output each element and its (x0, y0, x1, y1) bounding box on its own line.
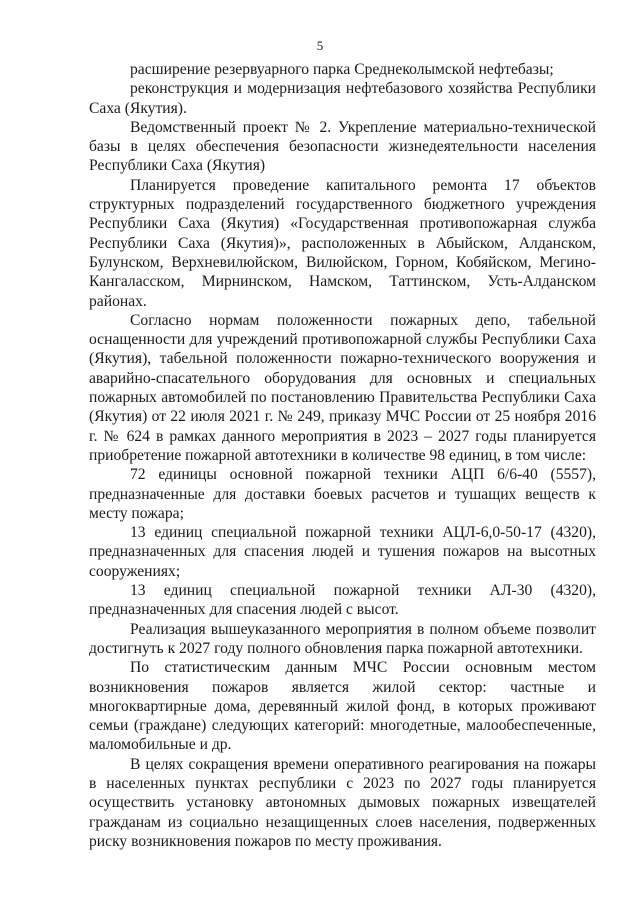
paragraph-al-vehicles: 13 единиц специальной пожарной техники АЛ-30 (4320), предназначенных для спасения людей с высот. (89, 582, 596, 619)
paragraph-acp-vehicles: 72 единицы основной пожарной техники АЦП 6/6-40 (5557), предназначенные для доставки боевых расчетов и тушащих веществ к месту пожара; (89, 466, 596, 522)
paragraph-implementation-result: Реализация вышеуказанного мероприятия в полном объеме позволит достигнуть к 2027 году полного обновления парка пожарной автотехники. (89, 620, 596, 657)
paragraph-smoke-detectors: В целях сокращения времени оперативного реагирования на пожары в населенных пунктах республики с 2023 по 2027 годы планируется осуществить установку автономных дымовых пожарных извещателей гражданам из социально незащищенных слоев населения, подверженных риску возникновения пожаров по месту проживания. (89, 755, 596, 850)
paragraph-oil-depot-reconstruction: реконструкция и модернизация нефтебазового хозяйства Республики Саха (Якутия). (89, 80, 596, 117)
paragraph-project-2-heading: Ведомственный проект № 2. Укрепление материально-технической базы в целях обеспечения безопасности жизнедеятельности населения Республики Саха (Якутия) (89, 118, 596, 175)
paragraph-acl-vehicles: 13 единиц специальной пожарной техники АЦЛ-6,0-50-17 (4320), предназначенных для спасения людей и тушения пожаров на высотных сооружениях; (89, 524, 596, 580)
document-body (89, 60, 596, 851)
paragraph-capital-repair: Планируется проведение капитального ремонта 17 объектов структурных подразделений государственного бюджетного учреждения Республики Саха (Якутия) «Государственная противопожарная служба Республики Саха (Якутия)», расположенных в Абыйском, Алданском, Булунском, Верхневилюйском, Вилюйском, Горном, Кобяйском, Мегино-Кангаласском, Мирнинском, Намском, Таттинском, Усть-Алданском районах. (89, 176, 596, 310)
paragraph-vehicle-acquisition: Согласно нормам положенности пожарных депо, табельной оснащенности для учреждений противопожарной службы Республики Саха (Якутия), табельной положенности пожарно-технического вооружения и аварийно-спасательного оборудования для основных и специальных пожарных автомобилей по постановлению Правительства Республики Саха (Якутия) от 22 июля 2021 г. № 249, приказу МЧС России от 25 ноября 2016 г. № 624 в рамках данного мероприятия в 2023 – 2027 годы планируется приобретение пожарной автотехники в количестве 98 единиц, в том числе: (89, 311, 596, 464)
page-number: 5 (316, 38, 324, 53)
paragraph-fire-statistics: По статистическим данным МЧС России основным местом возникновения пожаров является жилой сектор: частные и многоквартирные дома, деревянный жилой фонд, в которых проживают семьи (граждане) следующих категорий: многодетные, малообеспеченные, маломобильные и др. (89, 659, 596, 754)
paragraph-reservoir-expansion: расширение резервуарного парка Среднеколымской нефтебазы; (130, 61, 554, 78)
